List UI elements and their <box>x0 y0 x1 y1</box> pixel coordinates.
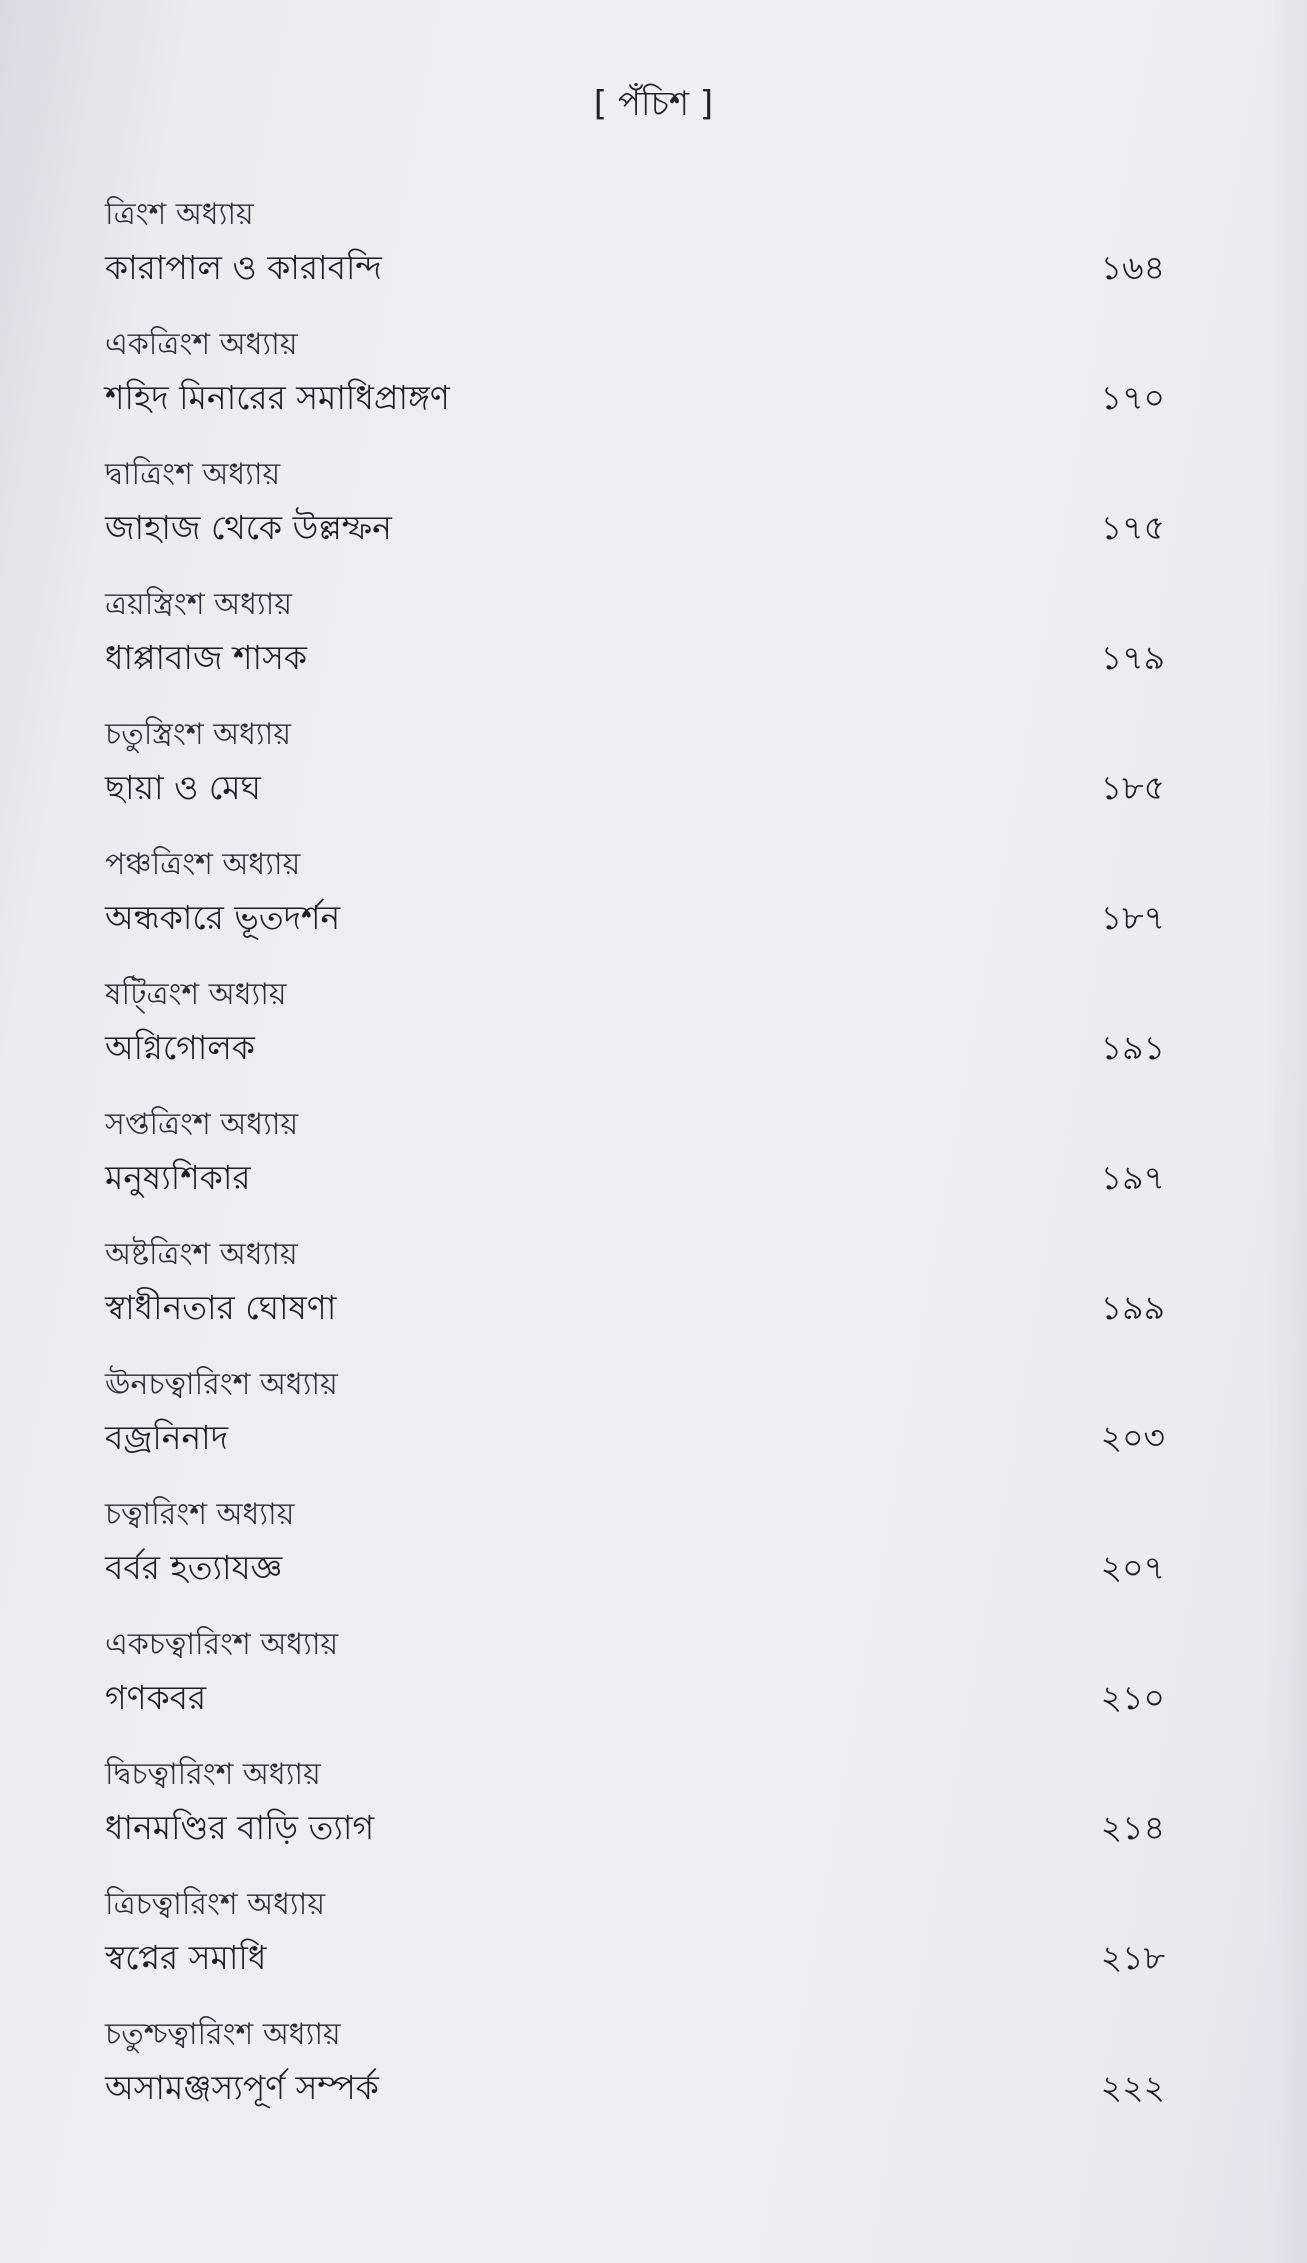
toc-entry <box>105 580 1165 710</box>
page-edge-shadow <box>1267 0 1307 2263</box>
chapter-label: একত্রিংশ অধ্যায় <box>105 327 298 362</box>
chapter-label: ঊনচত্বারিংশ অধ্যায় <box>105 1367 338 1402</box>
chapter-title: বর্বর হত্যাযজ্ঞ <box>105 1548 283 1587</box>
toc-entry <box>105 450 1165 580</box>
page-number: ২০৩ <box>1100 1418 1165 1457</box>
chapter-title: স্বপ্নের সমাধি <box>105 1938 267 1977</box>
page-number: ২১৮ <box>1100 1938 1165 1977</box>
chapter-title: অসামঞ্জস্যপূর্ণ সম্পর্ক <box>105 2068 379 2107</box>
page-number: ২১৪ <box>1100 1808 1165 1847</box>
toc-entry <box>105 1230 1165 1360</box>
table-of-contents <box>105 190 1165 2140</box>
chapter-title: বজ্রনিনাদ <box>105 1418 229 1457</box>
chapter-label: একচত্বারিংশ অধ্যায় <box>105 1627 339 1662</box>
page-number: ১৯১ <box>1100 1028 1165 1067</box>
toc-entry <box>105 1620 1165 1750</box>
chapter-title: ধাপ্পাবাজ শাসক <box>105 638 307 677</box>
chapter-title: ধানমণ্ডির বাড়ি ত্যাগ <box>105 1808 375 1847</box>
toc-entry <box>105 1490 1165 1620</box>
page-number: ১৭৯ <box>1100 638 1165 677</box>
chapter-title: কারাপাল ও কারাবন্দি <box>105 248 382 287</box>
page-number: ১৯৯ <box>1100 1288 1165 1327</box>
chapter-label: চতুশ্চত্বারিংশ অধ্যায় <box>105 2017 341 2052</box>
chapter-title: অগ্নিগোলক <box>105 1028 255 1067</box>
page-number: ২২২ <box>1100 2068 1165 2107</box>
toc-entry <box>105 2010 1165 2140</box>
toc-entry <box>105 1880 1165 2010</box>
toc-entry <box>105 1360 1165 1490</box>
toc-entry <box>105 1750 1165 1880</box>
page-number: ২০৭ <box>1100 1548 1165 1587</box>
page-number: ১৭০ <box>1100 378 1165 417</box>
chapter-title: মনুষ্যশিকার <box>105 1158 251 1197</box>
chapter-title: অন্ধকারে ভূতদর্শন <box>105 898 341 937</box>
page-number: ১৮৭ <box>1100 898 1165 937</box>
chapter-title: শহিদ মিনারের সমাধিপ্রাঙ্গণ <box>105 378 450 417</box>
toc-entry <box>105 1100 1165 1230</box>
chapter-label: সপ্তত্রিংশ অধ্যায় <box>105 1107 299 1142</box>
chapter-title: স্বাধীনতার ঘোষণা <box>105 1288 337 1327</box>
chapter-label: অষ্টত্রিংশ অধ্যায় <box>105 1237 298 1272</box>
chapter-label: দ্বাত্রিংশ অধ্যায় <box>105 457 281 492</box>
chapter-label: ত্রিংশ অধ্যায় <box>105 197 254 232</box>
page-number: ১৮৫ <box>1100 768 1165 807</box>
page-number: ১৬৪ <box>1100 248 1165 287</box>
page-number: ২১০ <box>1100 1678 1165 1717</box>
chapter-label: চত্বারিংশ অধ্যায় <box>105 1497 295 1532</box>
page-header: [ পঁচিশ ] <box>593 84 714 124</box>
toc-entry <box>105 320 1165 450</box>
toc-entry <box>105 970 1165 1100</box>
chapter-title: জাহাজ থেকে উল্লম্ফন <box>105 508 392 547</box>
chapter-label: দ্বিচত্বারিংশ অধ্যায় <box>105 1757 321 1792</box>
toc-entry <box>105 710 1165 840</box>
chapter-label: ষট্ত্রিংশ অধ্যায় <box>105 977 287 1012</box>
page-number: ১৭৫ <box>1100 508 1165 547</box>
toc-entry <box>105 840 1165 970</box>
chapter-title: ছায়া ও মেঘ <box>105 768 261 807</box>
chapter-label: পঞ্চত্রিংশ অধ্যায় <box>105 847 301 882</box>
page-number: ১৯৭ <box>1100 1158 1165 1197</box>
toc-entry <box>105 190 1165 320</box>
chapter-label: ত্রিচত্বারিংশ অধ্যায় <box>105 1887 326 1922</box>
chapter-title: গণকবর <box>105 1678 207 1717</box>
chapter-label: চতুস্ত্রিংশ অধ্যায় <box>105 717 291 752</box>
chapter-label: ত্রয়স্ত্রিংশ অধ্যায় <box>105 587 293 622</box>
